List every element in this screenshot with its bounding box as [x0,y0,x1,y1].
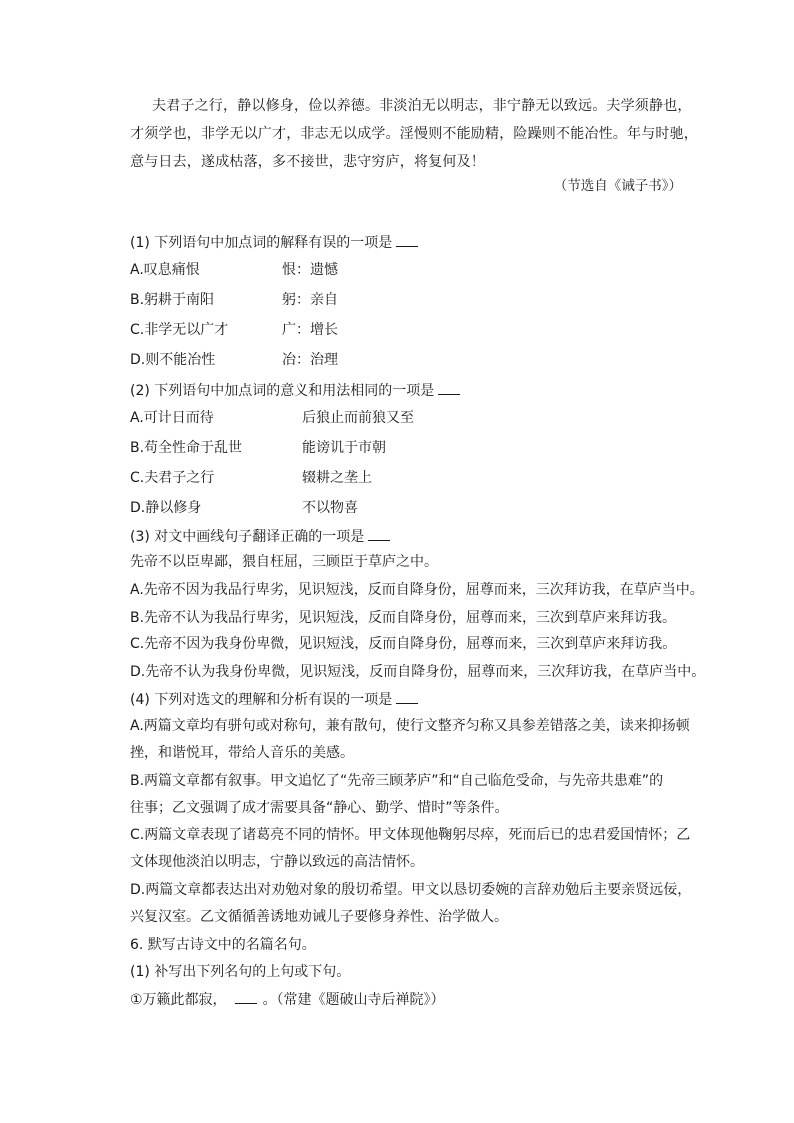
q2-option-a [130,408,414,428]
q4-option-b-line1: B.两篇文章都有叙事。甲文追忆了“先帝三顾茅庐”和“自己临危受命，与先帝共患难”的 [130,773,664,789]
q2-stem: (2) 下列语句中加点词的意义和用法相同的一项是 [130,380,460,401]
answer-blank[interactable] [438,380,460,395]
q1-stem: (1) 下列语句中加点词的解释有误的一项是 [130,232,418,253]
q2-option-d [130,498,358,518]
q3-option-c: C.先帝不因为我身份卑微，见识短浅，反而自降身份，屈尊而来，三次到草庐来拜访我。 [130,636,677,652]
option-label: C.非学无以广才 [130,322,229,338]
q3-stem: (3) 对文中画线句子翻译正确的一项是 [130,526,390,547]
q2-option-c [130,468,372,488]
option-label: A.叹息痛恨 [130,262,200,278]
option-value: 能谤讥于市朝 [302,440,386,456]
q4-option-d-line2: 兴复汉室。乙文循循善诱地劝诫儿子要修身养性、治学做人。 [130,909,508,925]
option-value: 后狼止而前狼又至 [302,410,414,426]
q4-option-d-line1: D.两篇文章都表达出对劝勉对象的殷切希望。甲文以恳切委婉的言辞劝勉后主要亲贤远佞， [130,882,692,898]
option-label: A.可计日而待 [130,410,214,426]
q3-option-a: A.先帝不因为我品行卑劣，见识短浅，反而自降身份，屈尊而来，三次拜访我，在草庐当中。 [130,582,704,598]
q6-item-1: ①万籁此都寂， 。（常建《题破山寺后禅院》） [130,989,445,1010]
q2-option-b [130,438,386,458]
option-label: D.则不能冶性 [130,352,216,368]
option-label: B.躬耕于南阳 [130,292,215,308]
q3-sentence: 先帝不以臣卑鄙，猥自枉屈，三顾臣于草庐之中。 [130,554,438,570]
answer-blank[interactable] [235,989,257,1004]
q4-option-a-line2: 挫，和谐悦耳，带给人音乐的美感。 [130,745,354,761]
q1-option-d [130,350,338,370]
q4-option-c-line2: 文体现他淡泊以明志，宁静以致远的高洁情怀。 [130,854,424,870]
q4-option-b-line2: 往事；乙文强调了成才需要具备“静心、勤学、惜时”等条件。 [130,800,509,816]
option-value: 冶：治理 [282,352,338,368]
q1-option-c [130,320,338,340]
passage-source: （节选自《诫子书》） [553,178,682,194]
passage-line-1: 夫君子之行，静以修身，俭以养德。非淡泊无以明志，非宁静无以致远。夫学须静也， [152,98,692,114]
answer-blank[interactable] [396,689,418,704]
option-value: 躬：亲自 [282,292,338,308]
answer-blank[interactable] [396,232,418,247]
option-value: 不以物喜 [302,500,358,516]
passage-line-3: 意与日去，遂成枯落，多不接世，悲守穷庐，将复何及！ [130,154,485,170]
answer-blank[interactable] [368,526,390,541]
option-label: D.静以修身 [130,500,202,516]
q3-option-b: B.先帝不认为我品行卑劣，见识短浅，反而自降身份，屈尊而来，三次到草庐来拜访我。 [130,610,677,626]
option-label: B.苟全性命于乱世 [130,440,243,456]
q4-stem: (4) 下列对选文的理解和分析有误的一项是 [130,689,418,710]
q3-option-d: D.先帝不认为我身份卑微，见识短浅，反而自降身份，屈尊而来，三次拜访我，在草庐当中。 [130,664,706,680]
q6-title: 6. 默写古诗文中的名篇名句。 [130,937,316,953]
q4-option-c-line1: C.两篇文章表现了诸葛亮不同的情怀。甲文体现他鞠躬尽瘁，死而后已的忠君爱国情怀；乙 [130,827,691,843]
q1-option-a [130,260,338,280]
option-value: 辍耕之垄上 [302,470,372,486]
passage-line-2: 才须学也，非学无以广才，非志无以成学。淫慢则不能励精，险躁则不能冶性。年与时驰， [130,126,698,142]
classical-passage [130,92,700,176]
q1-option-b [130,290,338,310]
option-value: 恨：遗憾 [282,262,338,278]
option-value: 广：增长 [282,322,338,338]
q6-subquestion: (1) 补写出下列名句的上句或下句。 [130,964,351,980]
q4-option-a-line1: A.两篇文章均有骈句或对称句，兼有散句，使行文整齐匀称又具参差错落之美，读来抑扬顿 [130,718,690,734]
option-label: C.夫君子之行 [130,470,215,486]
